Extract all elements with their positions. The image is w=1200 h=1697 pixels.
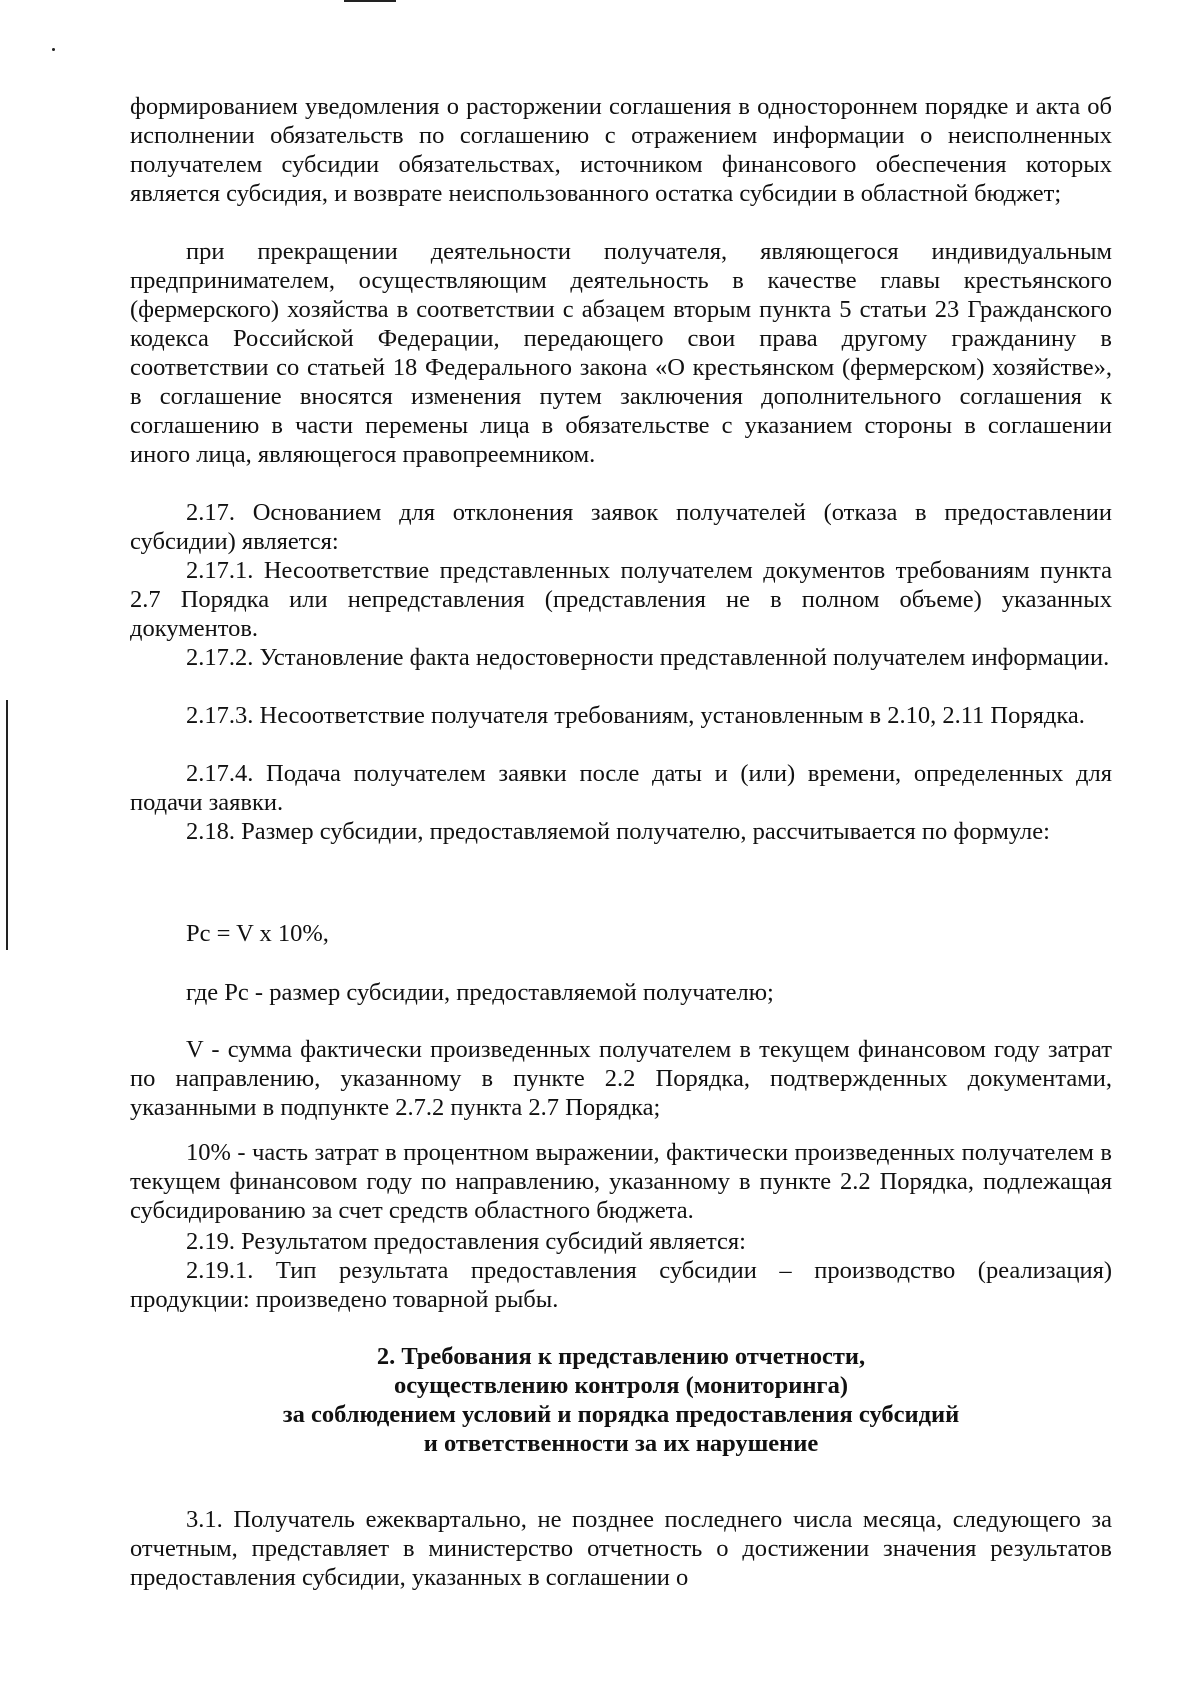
definition-pc: где Pc - размер субсидии, предоставляемой получателю; (186, 979, 774, 1006)
paragraph-2-17-1: 2.17.1. Несоответствие представленных получателем документов требованиям пункта 2.7 Порядка или непредставления (представления не в полном объеме) указанных документов. (130, 557, 1112, 642)
definition-percent: 10% - часть затрат в процентном выражении, фактически произведенных получателем в текущем финансовом году по направлению, указанному в пункте 2.2 Порядка, подлежащая субсидированию за счет средств областного бюджета. (130, 1139, 1112, 1224)
paragraph-farm-succession: при прекращении деятельности получателя, являющегося индивидуальным предпринимателем, осуществляющим деятельность в качестве главы крестьянского (фермерского) хозяйства в соответствии с абзацем вторым пункта 5 статьи 23 Гражданского кодекса Российской Федерации, передающего свои права другому гражданину в соответствии со статьей 18 Федерального закона «О крестьянском (фермерском) хозяйстве», в соглашение вносятся изменения путем заключения дополнительного соглашения к соглашению в части перемены лица в обязательстве с указанием стороны в соглашении иного лица, являющегося правопреемником. (130, 238, 1112, 468)
paragraph-2-17-4: 2.17.4. Подача получателем заявки после даты и (или) времени, определенных для подачи заявки. (130, 760, 1112, 816)
section-heading-line-3: за соблюдением условий и порядка предоставления субсидий (282, 1401, 960, 1428)
paragraph-2-19-1: 2.19.1. Тип результата предоставления субсидии – производство (реализация) продукции: произведено товарной рыбы. (130, 1257, 1112, 1313)
definition-v: V - сумма фактически произведенных получателем в текущем финансовом году затрат по направлению, указанному в пункте 2.2 Порядка, подтвержденных документами, указанными в подпункте 2.7.2 пункта 2.7 Порядка; (130, 1036, 1112, 1121)
paragraph-2-17-2: 2.17.2. Установление факта недостоверности представленной получателем информации. (186, 644, 1110, 671)
section-heading-line-2: осуществлению контроля (мониторинга) (394, 1372, 848, 1399)
section-heading-line-1: 2. Требования к представлению отчетности, (376, 1343, 866, 1370)
paragraph-2-17: 2.17. Основанием для отклонения заявок получателей (отказа в предоставлении субсидии) является: (130, 499, 1112, 555)
paragraph-2-18: 2.18. Размер субсидии, предоставляемой получателю, рассчитывается по формуле: (186, 818, 1050, 845)
scan-artifact-dot (52, 48, 55, 51)
subsidy-formula: Pc = V x 10%, (186, 920, 329, 947)
paragraph-2-19: 2.19. Результатом предоставления субсидий является: (186, 1228, 746, 1255)
paragraph-2-17-3: 2.17.3. Несоответствие получателя требованиям, установленным в 2.10, 2.11 Порядка. (186, 702, 1085, 729)
section-heading (130, 1342, 1112, 1458)
scan-artifact-top (344, 0, 396, 2)
paragraph-continuation: формированием уведомления о расторжении соглашения в одностороннем порядке и акта об исполнении обязательств по соглашению с отражением информации о неисполненных получателем субсидии обязательствах, источником финансового обеспечения которых является субсидия, и возврате неиспользованного остатка субсидии в областной бюджет; (130, 93, 1112, 207)
scan-artifact-margin-line (6, 700, 8, 950)
paragraph-3-1: 3.1. Получатель ежеквартально, не позднее последнего числа месяца, следующего за отчетным, представляет в министерство отчетность о достижении значения результатов предоставления субсидии, указанных в соглашении о (130, 1506, 1112, 1591)
section-heading-line-4: и ответственности за их нарушение (423, 1430, 819, 1457)
